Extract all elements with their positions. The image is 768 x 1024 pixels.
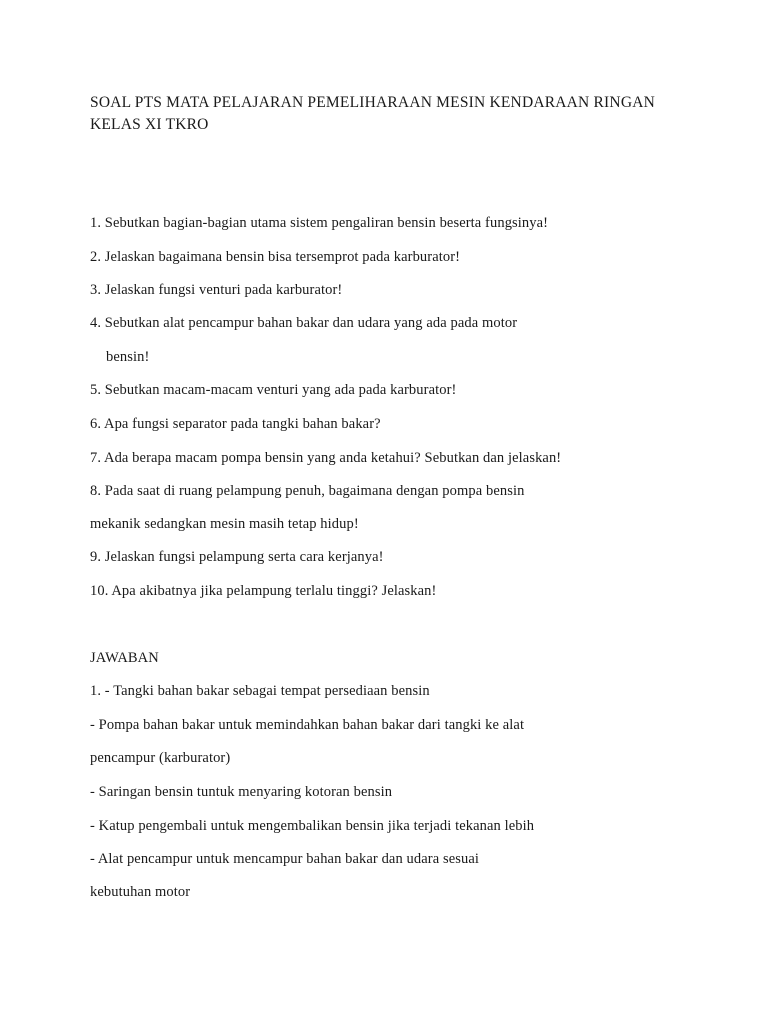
question-7: 7. Ada berapa macam pompa bensin yang anda ketahui? Sebutkan dan jelaskan! — [90, 450, 562, 466]
question-3: 3. Jelaskan fungsi venturi pada karburator! — [90, 282, 343, 298]
question-9: 9. Jelaskan fungsi pelampung serta cara kerjanya! — [90, 549, 384, 565]
question-6: 6. Apa fungsi separator pada tangki bahan bakar? — [90, 416, 381, 432]
question-4: 4. Sebutkan alat pencampur bahan bakar dan udara yang ada pada motor — [90, 315, 518, 331]
answer-line: - Pompa bahan bakar untuk memindahkan bahan bakar dari tangki ke alat — [90, 717, 525, 733]
question-4-continued: bensin! — [106, 349, 150, 365]
question-8: 8. Pada saat di ruang pelampung penuh, bagaimana dengan pompa bensin — [90, 483, 525, 499]
answer-line: - Saringan bensin tuntuk menyaring kotoran bensin — [90, 784, 393, 800]
answer-line: - Alat pencampur untuk mencampur bahan bakar dan udara sesuai — [90, 851, 479, 867]
document-subtitle: KELAS XI TKRO — [90, 116, 209, 133]
answer-line: 1. - Tangki bahan bakar sebagai tempat persediaan bensin — [90, 683, 430, 699]
document-title: SOAL PTS MATA PELAJARAN PEMELIHARAAN MESIN KENDARAAN RINGAN — [90, 94, 655, 111]
question-8-continued: mekanik sedangkan mesin masih tetap hidup! — [90, 516, 359, 532]
question-1: 1. Sebutkan bagian-bagian utama sistem pengaliran bensin beserta fungsinya! — [90, 215, 549, 231]
answer-line: kebutuhan motor — [90, 884, 191, 900]
question-5: 5. Sebutkan macam-macam venturi yang ada pada karburator! — [90, 382, 457, 398]
question-10: 10. Apa akibatnya jika pelampung terlalu tinggi? Jelaskan! — [90, 583, 437, 599]
answer-line: pencampur (karburator) — [90, 750, 231, 766]
answer-line: - Katup pengembali untuk mengembalikan bensin jika terjadi tekanan lebih — [90, 818, 535, 834]
question-2: 2. Jelaskan bagaimana bensin bisa tersemprot pada karburator! — [90, 249, 461, 265]
answers-heading: JAWABAN — [90, 650, 159, 666]
